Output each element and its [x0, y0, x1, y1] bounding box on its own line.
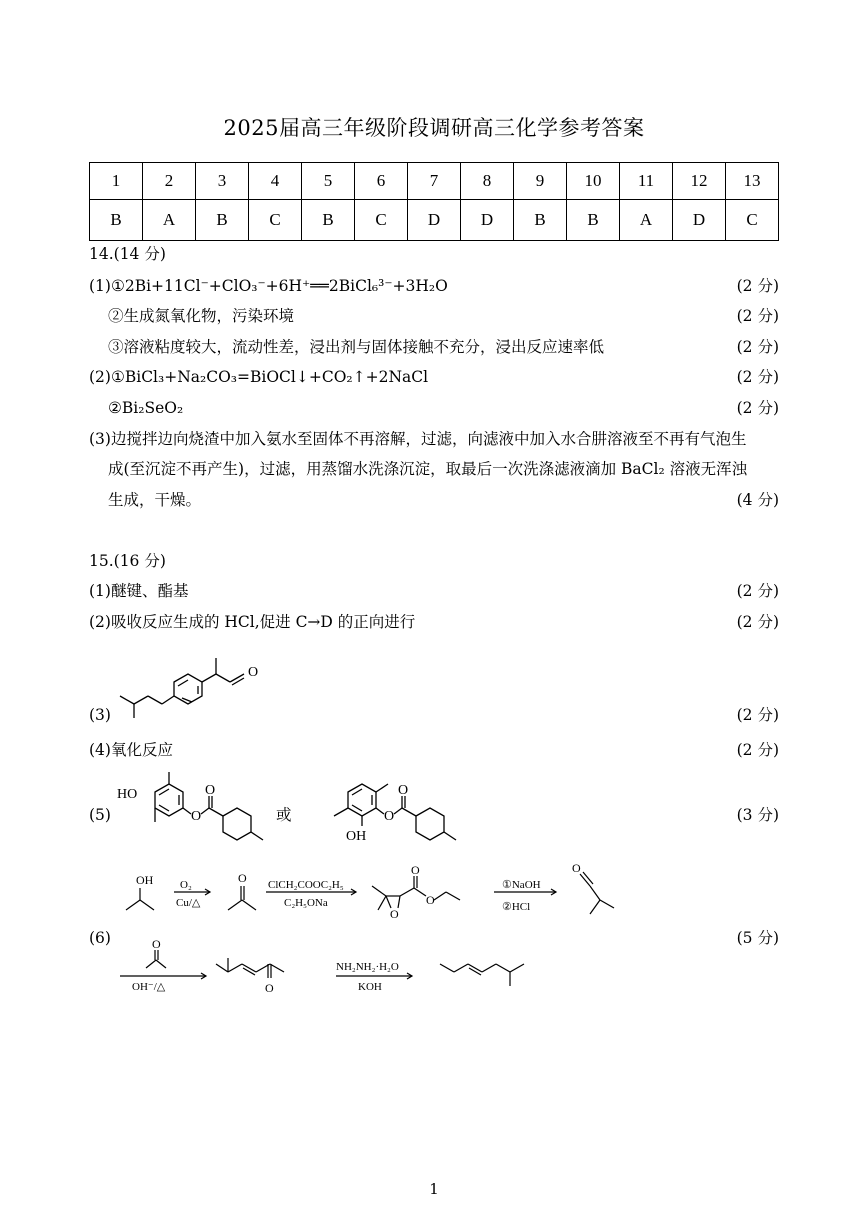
q15-part6-reagent3-bottom: ②HCl	[502, 901, 531, 913]
answer-cell: C	[726, 200, 779, 241]
question-number-cell: 6	[355, 163, 408, 200]
answer-cell: B	[196, 200, 249, 241]
answer-table-number-row	[90, 163, 779, 200]
q15-part6-acetone-o: O	[238, 871, 247, 885]
q15-part6-reagent2-top: ClCH₂COOC₂H₅	[268, 879, 344, 891]
q15-part2-score: (2 分)	[736, 613, 779, 631]
q15-part6-score: (5 分)	[736, 929, 779, 947]
q14-part1-1-score: (2 分)	[736, 277, 779, 295]
question-number-cell: 9	[514, 163, 567, 200]
q15-header: 15.(16 分)	[89, 552, 166, 570]
q15-part6-enone-o: O	[265, 981, 274, 995]
question-number-cell: 12	[673, 163, 726, 200]
question-number-cell: 3	[196, 163, 249, 200]
q14-part2-2: ②Bi₂SeO₂	[108, 399, 184, 417]
page-number: 1	[429, 1180, 439, 1198]
q15-part6-label: (6)	[89, 929, 111, 947]
question-number-cell: 5	[302, 163, 355, 200]
q14-part1-2: ②生成氮氧化物，污染环境	[108, 307, 295, 325]
q15-part4: (4)氧化反应	[89, 741, 173, 759]
q15-part6-reagent2-bottom: C₂H₅ONa	[284, 897, 328, 909]
question-number-cell: 10	[567, 163, 620, 200]
q15-part6-reagent4-bottom: OH⁻/△	[132, 981, 166, 993]
question-number-cell: 13	[726, 163, 779, 200]
q15-part1: (1)醚键、酯基	[89, 582, 189, 600]
q15-part5-s1-carbonyl-o: O	[205, 783, 216, 798]
q15-part6-reagent5-bottom: KOH	[358, 981, 382, 993]
q14-part2-1: (2)①BiCl₃+Na₂CO₃=BiOCl↓+CO₂↑+2NaCl	[89, 368, 429, 386]
q15-part2: (2)吸收反应生成的 HCl,促进 C→D 的正向进行	[89, 613, 416, 631]
page-title: 2025届高三年级阶段调研高三化学参考答案	[223, 116, 645, 140]
q15-part6-aldehyde-o: O	[572, 861, 581, 875]
q15-part5-structure-1	[115, 770, 275, 860]
answer-table-answer-row	[90, 200, 779, 241]
q14-part2-1-score: (2 分)	[736, 368, 779, 386]
q15-part6-route-row2	[110, 936, 560, 1006]
q15-part3-oxygen: O	[248, 665, 259, 680]
q15-part4-score: (2 分)	[736, 741, 779, 759]
q15-part6-r1-oh: OH	[136, 873, 154, 887]
q14-part1-3: ③溶液粘度较大，流动性差，浸出剂与固体接触不充分，浸出反应速率低	[108, 338, 605, 356]
q15-part3-label: (3)	[89, 706, 111, 724]
answer-cell: A	[143, 200, 196, 241]
q15-part5-structure-2	[318, 770, 478, 860]
answer-cell: B	[567, 200, 620, 241]
q14-part1-1: (1)①2Bi+11Cl⁻+ClO₃⁻+6H⁺══2BiCl₆³⁻+3H₂O	[89, 277, 448, 295]
answer-cell: D	[408, 200, 461, 241]
answer-cell: D	[673, 200, 726, 241]
q14-header: 14.(14 分)	[89, 245, 166, 263]
answer-cell: D	[461, 200, 514, 241]
q15-part5-s2-ester-o: O	[384, 809, 395, 824]
answer-cell: C	[249, 200, 302, 241]
question-number-cell: 2	[143, 163, 196, 200]
q14-part2-2-score: (2 分)	[736, 399, 779, 417]
answer-cell: A	[620, 200, 673, 241]
answer-cell: B	[514, 200, 567, 241]
q15-part6-ester-carbonyl-o: O	[411, 863, 420, 877]
question-number-cell: 11	[620, 163, 673, 200]
q15-part5-s2-oh: OH	[346, 829, 367, 844]
q14-part1-3-score: (2 分)	[736, 338, 779, 356]
q15-part6-ester-o: O	[426, 893, 435, 907]
q15-part3-score: (2 分)	[736, 706, 779, 724]
question-number-cell: 8	[461, 163, 514, 200]
q14-part3-score: (4 分)	[736, 491, 779, 509]
q14-part3-line2: 成(至沉淀不再产生)，过滤，用蒸馏水洗涤沉淀，取最后一次洗涤滤液滴加 BaCl₂ 溶液无浑浊	[108, 460, 748, 478]
q15-part5-score: (3 分)	[736, 806, 779, 824]
q14-part3-line1: (3)边搅拌边向烧渣中加入氨水至固体不再溶解，过滤，向滤液中加入水合肼溶液至不再有气泡生	[89, 430, 747, 448]
answer-cell: B	[90, 200, 143, 241]
answer-cell: C	[355, 200, 408, 241]
question-number-cell: 1	[90, 163, 143, 200]
q15-part6-reagent1-top: O₂	[180, 879, 192, 891]
q15-part6-epoxide-o: O	[390, 907, 399, 921]
q14-part1-2-score: (2 分)	[736, 307, 779, 325]
q15-part5-s1-ho: HO	[117, 787, 138, 802]
q15-part3-structure	[110, 640, 280, 725]
q14-part3-line3: 生成，干燥。	[108, 491, 202, 509]
question-number-cell: 7	[408, 163, 461, 200]
q15-part5-s2-carbonyl-o: O	[398, 783, 409, 798]
q15-part5-or: 或	[276, 806, 292, 824]
q15-part5-s1-ester-o: O	[191, 809, 202, 824]
q15-part6-reagent5-top: NH₂NH₂·H₂O	[336, 961, 399, 973]
q15-part5-label: (5)	[89, 806, 111, 824]
q15-part1-score: (2 分)	[736, 582, 779, 600]
question-number-cell: 4	[249, 163, 302, 200]
q15-part6-route-row1	[110, 862, 630, 932]
q15-part6-row2-acetone-o: O	[152, 937, 161, 951]
answer-table	[89, 162, 779, 241]
q15-part6-reagent3-top: ①NaOH	[502, 879, 541, 891]
answer-cell: B	[302, 200, 355, 241]
q15-part6-reagent1-bottom: Cu/△	[176, 897, 201, 909]
